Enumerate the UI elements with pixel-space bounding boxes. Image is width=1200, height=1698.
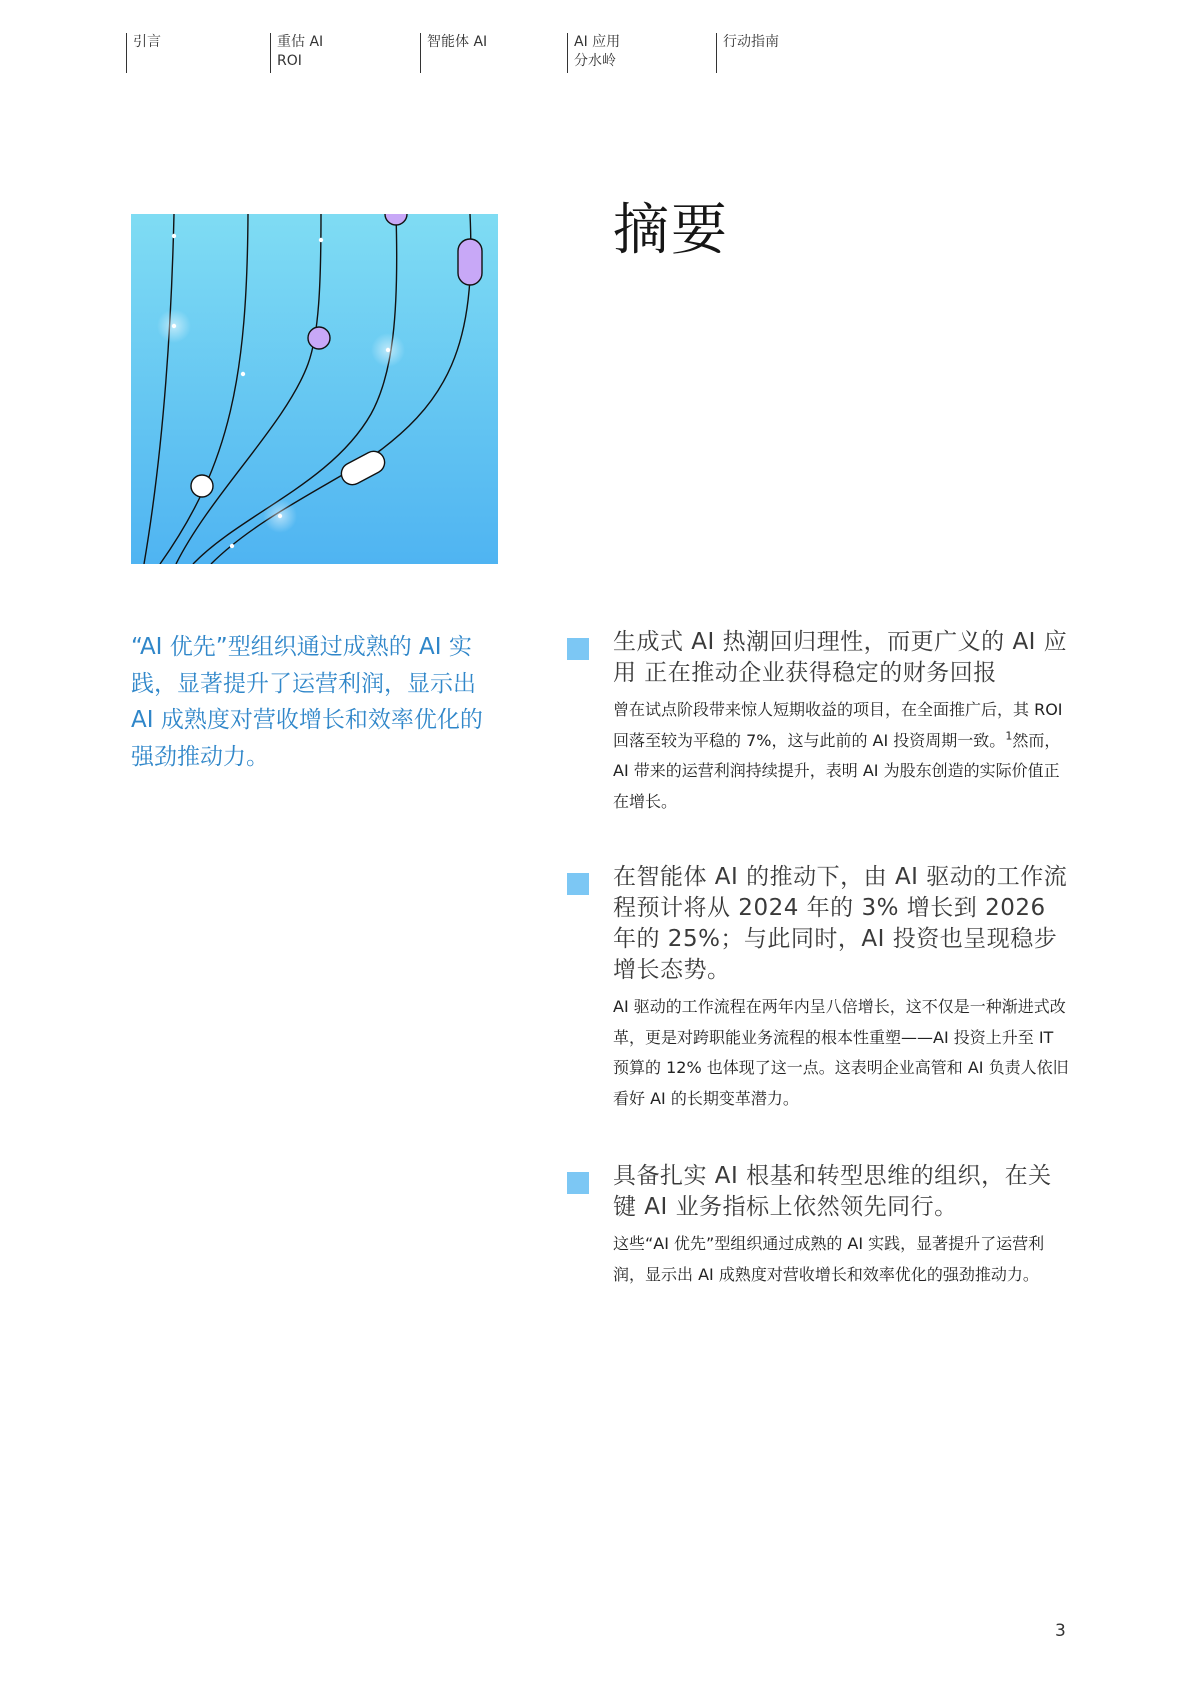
light-dot [241,372,245,376]
square-bullet-icon [567,638,589,660]
light-dot [319,238,323,242]
finding-heading: 在智能体 AI 的推动下，由 AI 驱动的工作流程预计将从 2024 年的 3% 增长到 2026 年的 25%；与此同时，AI 投资也呈现稳步增长态势。 [613,864,1068,983]
light-dot [230,544,234,548]
nav-item-agentic-ai[interactable] [420,33,487,73]
flow-lines-graphic [131,214,498,564]
nav-item-label: 引言 [133,34,161,50]
nav-item-introduction[interactable] [126,33,161,73]
nav-item-roi[interactable] [270,33,323,73]
white-node [191,475,213,497]
finding-heading: 具备扎实 AI 根基和转型思维的组织，在关键 AI 业务指标上依然领先同行。 [613,1163,1052,1220]
key-finding-1 [567,627,1072,817]
nav-item-label: 分水岭 [574,53,616,69]
page-number: 3 [1055,1621,1066,1641]
page-title: 摘要 [613,198,729,263]
nav-item-label: AI 应用 [574,34,621,50]
finding-body-text: 曾在试点阶段带来惊人短期收益的项目，在全面推广后，其 ROI 回落至较为平稳的 7%，这与此前的 AI 投资周期一致。 [613,700,1063,750]
finding-heading: 生成式 AI 热潮回归理性，而更广义的 AI 应用 正在推动企业获得稳定的财务回报 [613,629,1068,686]
light-dot [278,514,282,518]
key-finding-3 [567,1161,1072,1290]
purple-node [308,327,330,349]
nav-item-label: 智能体 AI [427,34,488,50]
square-bullet-icon [567,873,589,895]
finding-body [613,695,1072,817]
finding-body: 这些“AI 优先”型组织通过成熟的 AI 实践，显著提升了运营利润，显示出 AI 成熟度对营收增长和效率优化的强劲推动力。 [613,1234,1045,1284]
light-dot [172,234,176,238]
nav-item-label: 重估 AI [277,34,324,50]
nav-item-label: ROI [277,53,302,69]
square-bullet-icon [567,1172,589,1194]
nav-item-action-guide[interactable] [716,33,779,73]
light-dot [172,324,176,328]
key-finding-2 [567,862,1072,1114]
nav-item-ai-divide[interactable] [567,33,620,73]
hero-background [131,214,498,564]
hero-illustration [131,214,498,564]
nav-item-label: 行动指南 [723,34,779,50]
light-dot [386,348,390,352]
pull-quote: “AI 优先”型组织通过成熟的 AI 实践，显著提升了运营利润，显示出 AI 成熟度对营收增长和效率优化的强劲推动力。 [131,634,483,770]
finding-body: AI 驱动的工作流程在两年内呈八倍增长，这不仅是一种渐进式改革，更是对跨职能业务流程的根本性重塑——AI 投资上升至 IT 预算的 12% 也体现了这一点。这表明企业高管和 AI 负责人依旧看好 AI 的长期变革潜力。 [613,997,1069,1108]
footnote-ref[interactable]: 1 [1005,729,1013,743]
purple-pill [458,239,482,285]
section-nav [0,33,1200,78]
finding-body-text: 然而，AI 带来的运营利润持续提升，表明 AI 为股东创造的实际价值正在增长。 [613,730,1061,811]
